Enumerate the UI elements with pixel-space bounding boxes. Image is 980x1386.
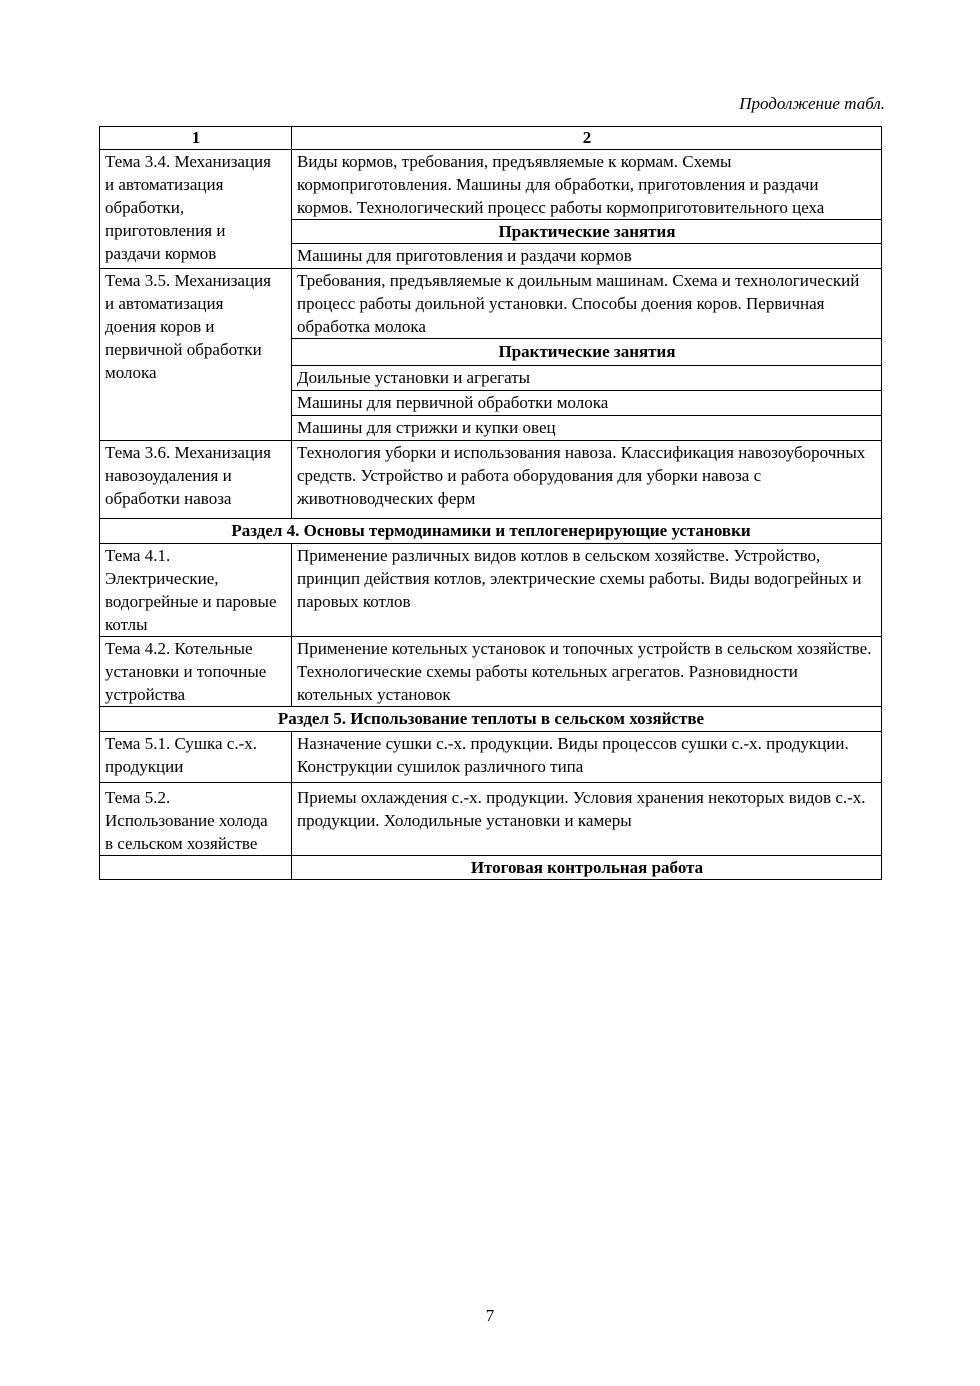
topic-title: Тема 3.6. Механизация навозоудаления и обработки навоза [100,441,292,519]
table-row [100,637,882,707]
section-row [100,519,882,544]
table-row [100,783,882,856]
topic-title: Тема 4.2. Котельные установки и топочные устройства [100,637,292,707]
topic-title: Тема 5.1. Сушка с.-х. продукции [100,732,292,783]
topic-title: Тема 4.1. Электрические, водогрейные и паровые котлы [100,544,292,637]
final-row-empty-cell [100,856,292,880]
section-heading: Раздел 4. Основы термодинамики и теплогенерирующие установки [100,519,882,544]
practical-label: Практические занятия [292,220,882,244]
topic-content: Технология уборки и использования навоза. Классификация навозоуборочных средств. Устройство и работа оборудования для уборки навоза с животноводческих ферм [292,441,882,519]
topic-content: Приемы охлаждения с.-х. продукции. Условия хранения некоторых видов с.-х. продукции. Холодильные установки и камеры [292,783,882,856]
topic-content: Применение различных видов котлов в сельском хозяйстве. Устройство, принцип действия котлов, электрические схемы работы. Виды водогрейных и паровых котлов [292,544,882,637]
page-number: 7 [485,1306,495,1325]
section-row [100,707,882,732]
table-row [100,150,882,220]
practical-item: Машины для стрижки и купки овец [292,416,882,441]
topic-content: Виды кормов, требования, предъявляемые к кормам. Схемы кормоприготовления. Машины для обработки, приготовления и раздачи кормов. Технологический процесс работы кормоприготовительного цеха [292,150,882,220]
topic-content: Назначение сушки с.-х. продукции. Виды процессов сушки с.-х. продукции. Конструкции сушилок различного типа [292,732,882,783]
table-row [100,732,882,783]
table-header-row [100,127,882,150]
column-header-1: 1 [100,127,292,150]
section-heading: Раздел 5. Использование теплоты в сельском хозяйстве [100,707,882,732]
column-header-2: 2 [292,127,882,150]
final-assessment: Итоговая контрольная работа [292,856,882,880]
topic-title: Тема 3.5. Механизация и автоматизация доения коров и первичной обработки молока [100,269,292,441]
table-row [100,441,882,519]
practical-item: Машины для первичной обработки молока [292,391,882,416]
curriculum-table [99,126,882,880]
practical-item: Доильные установки и агрегаты [292,366,882,391]
table-row [100,269,882,339]
topic-title: Тема 5.2. Использование холода в сельском хозяйстве [100,783,292,856]
topic-content: Применение котельных установок и топочных устройств в сельском хозяйстве. Технологические схемы работы котельных агрегатов. Разновидности котельных установок [292,637,882,707]
final-row [100,856,882,880]
practical-item: Машины для приготовления и раздачи кормов [292,244,882,269]
continuation-label: Продолжение табл. [739,94,885,113]
topic-title: Тема 3.4. Механизация и автоматизация обработки, приготовления и раздачи кормов [100,150,292,269]
practical-label: Практические занятия [292,339,882,366]
table-row [100,544,882,637]
topic-content: Требования, предъявляемые к доильным машинам. Схема и технологический процесс работы доильной установки. Способы доения коров. Первичная обработка молока [292,269,882,339]
